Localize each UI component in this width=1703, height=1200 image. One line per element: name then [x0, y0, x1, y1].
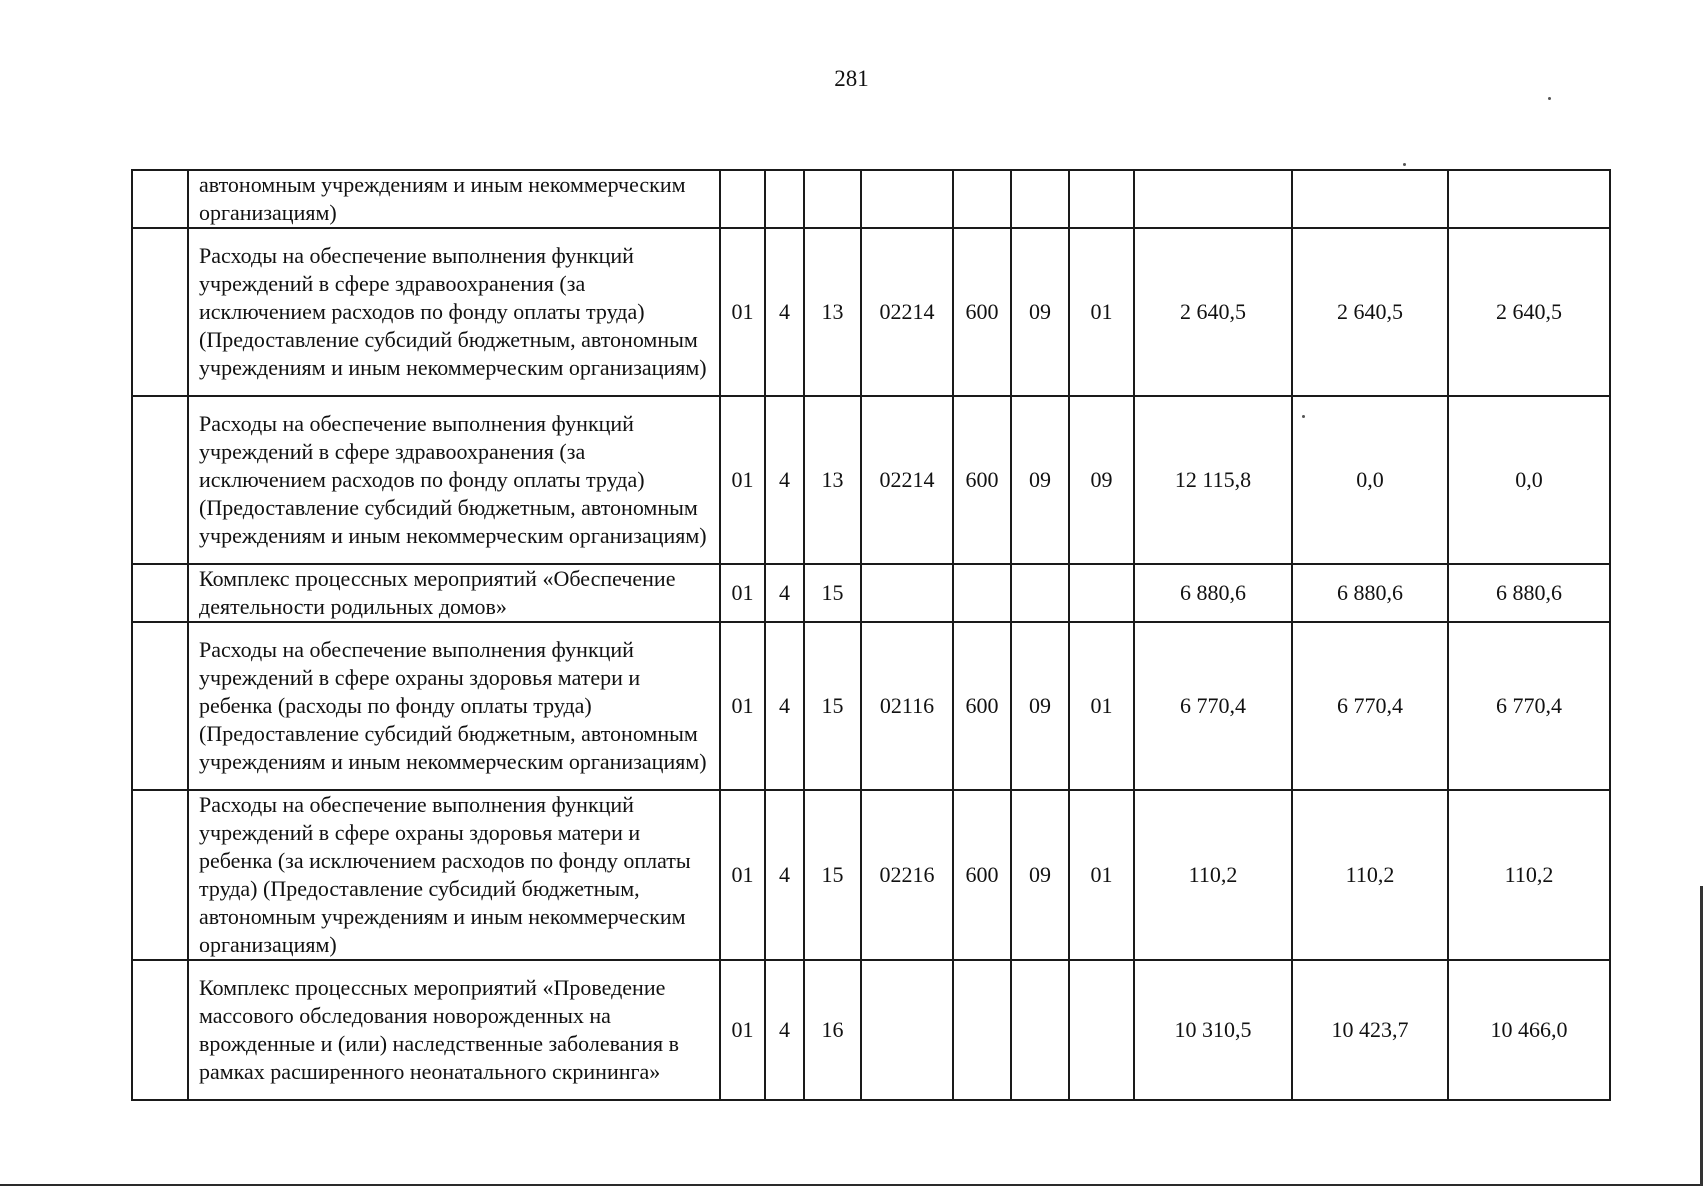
code-section — [1011, 170, 1069, 228]
table-row — [132, 790, 1610, 960]
code-type: 4 — [765, 622, 804, 790]
row-description: Комплекс процессных мероприятий «Проведение массового обследования новорожденных на врожденные и (или) наследственные заболевания в рамках расширенного неонатального скрининга» — [188, 960, 720, 1100]
code-type: 4 — [765, 960, 804, 1100]
code-subsection: 01 — [1069, 790, 1134, 960]
code-expense-type: 600 — [953, 790, 1011, 960]
code-subprogram: 15 — [804, 622, 861, 790]
budget-table — [131, 169, 1611, 1101]
code-direction: 02216 — [861, 790, 953, 960]
value-year-1: 6 770,4 — [1134, 622, 1292, 790]
table-row — [132, 564, 1610, 622]
code-type — [765, 170, 804, 228]
code-program: 01 — [720, 622, 765, 790]
code-program: 01 — [720, 960, 765, 1100]
value-year-3: 6 880,6 — [1448, 564, 1610, 622]
row-description: Расходы на обеспечение выполнения функций учреждений в сфере охраны здоровья матери и ребенка (за исключением расходов по фонду оплаты труда) (Предоставление субсидий бюджетным, автономным учреждениям и иным некоммерческим организациям) — [188, 790, 720, 960]
row-number-cell — [132, 396, 188, 564]
value-year-2: 110,2 — [1292, 790, 1448, 960]
value-year-3 — [1448, 170, 1610, 228]
table-row — [132, 622, 1610, 790]
value-year-3: 6 770,4 — [1448, 622, 1610, 790]
row-description: Расходы на обеспечение выполнения функций учреждений в сфере охраны здоровья матери и ребенка (расходы по фонду оплаты труда) (Предоставление субсидий бюджетным, автономным учреждениям и иным некоммерческим организациям) — [188, 622, 720, 790]
scan-speck — [1403, 163, 1406, 166]
code-program: 01 — [720, 564, 765, 622]
code-subsection: 09 — [1069, 396, 1134, 564]
table-row — [132, 170, 1610, 228]
value-year-2: 0,0 — [1292, 396, 1448, 564]
code-direction: 02116 — [861, 622, 953, 790]
value-year-3: 0,0 — [1448, 396, 1610, 564]
code-subprogram: 13 — [804, 228, 861, 396]
row-description: Комплекс процессных мероприятий «Обеспечение деятельности родильных домов» — [188, 564, 720, 622]
code-expense-type — [953, 960, 1011, 1100]
code-subsection: 01 — [1069, 622, 1134, 790]
row-description: автономным учреждениям и иным некоммерческим организациям) — [188, 170, 720, 228]
scan-border-bottom — [0, 1184, 1703, 1186]
row-number-cell — [132, 960, 188, 1100]
row-number-cell — [132, 564, 188, 622]
value-year-2: 6 770,4 — [1292, 622, 1448, 790]
value-year-3: 10 466,0 — [1448, 960, 1610, 1100]
code-direction: 02214 — [861, 228, 953, 396]
code-program: 01 — [720, 228, 765, 396]
code-expense-type — [953, 564, 1011, 622]
value-year-1: 12 115,8 — [1134, 396, 1292, 564]
code-subsection: 01 — [1069, 228, 1134, 396]
code-type: 4 — [765, 564, 804, 622]
code-section: 09 — [1011, 396, 1069, 564]
code-expense-type: 600 — [953, 228, 1011, 396]
value-year-2: 6 880,6 — [1292, 564, 1448, 622]
value-year-1 — [1134, 170, 1292, 228]
code-subsection — [1069, 960, 1134, 1100]
table-row — [132, 396, 1610, 564]
value-year-3: 2 640,5 — [1448, 228, 1610, 396]
code-subprogram — [804, 170, 861, 228]
scan-speck — [1302, 415, 1305, 418]
value-year-1: 10 310,5 — [1134, 960, 1292, 1100]
code-subsection — [1069, 564, 1134, 622]
code-type: 4 — [765, 228, 804, 396]
code-expense-type: 600 — [953, 622, 1011, 790]
code-subprogram: 16 — [804, 960, 861, 1100]
code-type: 4 — [765, 790, 804, 960]
code-section: 09 — [1011, 790, 1069, 960]
code-subprogram: 13 — [804, 396, 861, 564]
value-year-1: 110,2 — [1134, 790, 1292, 960]
code-subsection — [1069, 170, 1134, 228]
row-description: Расходы на обеспечение выполнения функций учреждений в сфере здравоохранения (за исключением расходов по фонду оплаты труда) (Предоставление субсидий бюджетным, автономным учреждениям и иным некоммерческим организациям) — [188, 396, 720, 564]
value-year-2: 10 423,7 — [1292, 960, 1448, 1100]
code-section — [1011, 564, 1069, 622]
row-number-cell — [132, 622, 188, 790]
row-number-cell — [132, 170, 188, 228]
row-number-cell — [132, 790, 188, 960]
code-program: 01 — [720, 396, 765, 564]
table-row — [132, 960, 1610, 1100]
code-direction: 02214 — [861, 396, 953, 564]
table-row — [132, 228, 1610, 396]
code-direction — [861, 960, 953, 1100]
value-year-2 — [1292, 170, 1448, 228]
scan-speck — [1548, 97, 1551, 100]
code-expense-type — [953, 170, 1011, 228]
row-number-cell — [132, 228, 188, 396]
value-year-2: 2 640,5 — [1292, 228, 1448, 396]
code-direction — [861, 170, 953, 228]
code-subprogram: 15 — [804, 790, 861, 960]
page-number: 281 — [834, 66, 869, 91]
row-description: Расходы на обеспечение выполнения функций учреждений в сфере здравоохранения (за исключением расходов по фонду оплаты труда) (Предоставление субсидий бюджетным, автономным учреждениям и иным некоммерческим организациям) — [188, 228, 720, 396]
value-year-1: 2 640,5 — [1134, 228, 1292, 396]
code-type: 4 — [765, 396, 804, 564]
code-direction — [861, 564, 953, 622]
value-year-3: 110,2 — [1448, 790, 1610, 960]
code-section — [1011, 960, 1069, 1100]
value-year-1: 6 880,6 — [1134, 564, 1292, 622]
code-program — [720, 170, 765, 228]
code-program: 01 — [720, 790, 765, 960]
code-section: 09 — [1011, 228, 1069, 396]
code-section: 09 — [1011, 622, 1069, 790]
code-expense-type: 600 — [953, 396, 1011, 564]
code-subprogram: 15 — [804, 564, 861, 622]
